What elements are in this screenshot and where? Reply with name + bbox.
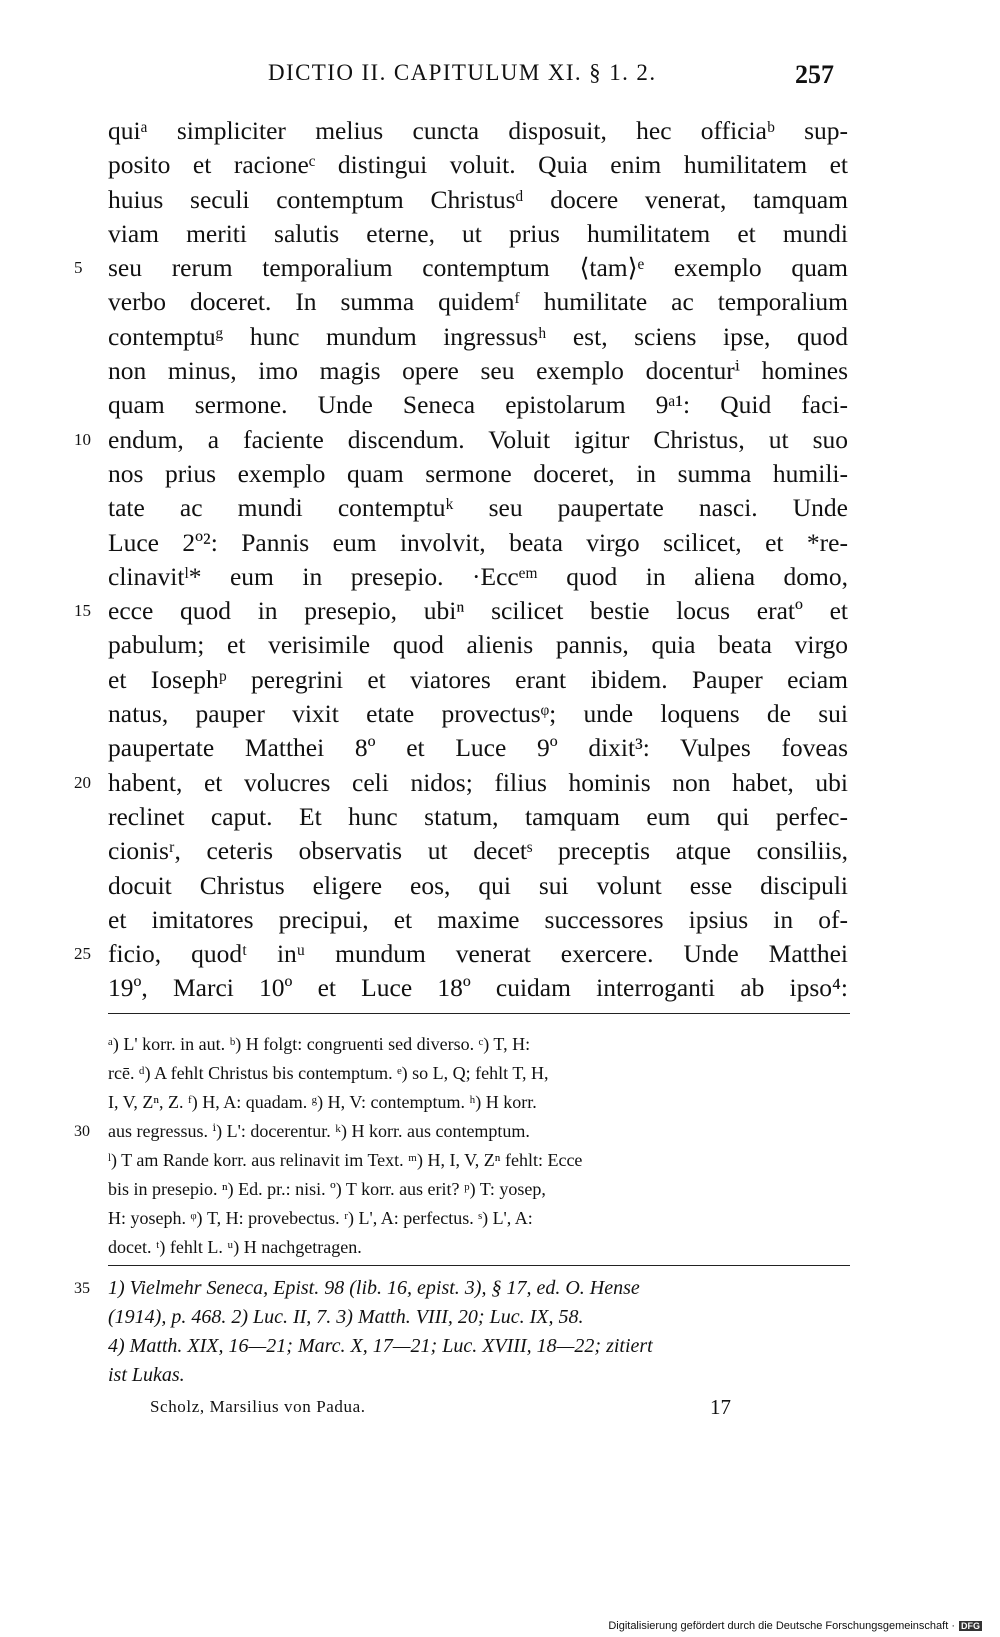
text-line <box>108 320 848 354</box>
running-head-title: DICTIO II. CAPITULUM XI. § 1. 2. <box>268 60 657 85</box>
line-text: quam sermone. Unde Seneca epistolarum 9ᵃ¹: Quid faci- <box>108 390 848 420</box>
text-line <box>108 183 848 217</box>
signature-author-title: Scholz, Marsilius von Padua. <box>150 1397 366 1416</box>
apparatus-line <box>108 1030 848 1059</box>
text-line <box>74 594 848 628</box>
line-text: posito et racioneᶜ distingui voluit. Quia enim humilitatem et <box>108 150 848 180</box>
text-line <box>108 697 848 731</box>
note-text: ist Lukas. <box>108 1364 185 1386</box>
line-text: 19º, Marci 10º et Luce 18º cuidam interroganti ab ipso⁴: <box>108 973 848 1003</box>
line-text: tate ac mundi contemptuᵏ seu paupertate nasci. Unde <box>108 493 848 523</box>
line-text: seu rerum temporalium contemptum ⟨tam⟩ᵉ exemplo quam <box>108 253 848 283</box>
text-line <box>108 971 848 1005</box>
apparatus-line <box>108 1146 848 1175</box>
text-line <box>108 903 848 937</box>
apparatus-text: ᵃ) L' korr. in aut. ᵇ) H folgt: congruenti sed diverso. ᶜ) T, H: <box>108 1034 531 1054</box>
text-line <box>108 663 848 697</box>
line-text: viam meriti salutis eterne, ut prius humilitatem et mundi <box>108 218 848 248</box>
text-line <box>108 285 848 319</box>
line-text: non minus, imo magis opere seu exemplo docenturⁱ homines <box>108 356 848 386</box>
line-number: 30 <box>74 1123 90 1140</box>
line-text: nos prius exemplo quam sermone doceret, in summa humili- <box>108 458 848 488</box>
note-text: 4) Matth. XIX, 16—21; Marc. X, 17—21; Luc. XVIII, 18—22; zitiert <box>108 1335 653 1357</box>
text-line <box>108 560 848 594</box>
text-line <box>108 114 848 148</box>
note-line <box>108 1332 848 1361</box>
line-number: 20 <box>74 772 91 792</box>
text-line <box>74 423 848 457</box>
text-line <box>108 800 848 834</box>
apparatus-line <box>108 1059 848 1088</box>
dfg-logo: DFG <box>961 1621 980 1632</box>
text-line <box>108 354 848 388</box>
note-text: (1914), p. 468. 2) Luc. II, 7. 3) Matth. VIII, 20; Luc. IX, 58. <box>108 1306 584 1328</box>
text-line <box>108 148 848 182</box>
note-line <box>108 1361 848 1390</box>
apparatus-text: bis in presepio. ⁿ) Ed. pr.: nisi. º) T korr. aus erit? ᵖ) T: yosep, <box>108 1179 546 1199</box>
text-line <box>108 217 848 251</box>
digitization-credit <box>608 1620 982 1632</box>
line-text: paupertate Matthei 8º et Luce 9º dixit³: Vulpes foveas <box>108 733 848 763</box>
line-text: natus, pauper vixit etate provectusᵠ; unde loquens de sui <box>108 699 848 729</box>
line-text: verbo doceret. In summa quidemᶠ humilitate ac temporalium <box>108 287 848 317</box>
line-number: 25 <box>74 944 91 964</box>
apparatus-text: ˡ) T am Rande korr. aus relinavit im Text. ᵐ) H, I, V, Zⁿ fehlt: Ecce <box>108 1150 583 1170</box>
printer-signature <box>150 1397 750 1427</box>
apparatus-line <box>108 1204 848 1233</box>
text-line <box>108 869 848 903</box>
source-notes <box>74 1274 848 1390</box>
line-text: habent, et volucres celi nidos; filius hominis non habet, ubi <box>108 767 848 797</box>
line-text: huius seculi contemptum Christusᵈ docere venerat, tamquam <box>108 184 848 214</box>
line-text: pabulum; et verisimile quod alienis pannis, quia beata virgo <box>108 630 848 660</box>
text-line <box>108 388 848 422</box>
line-number: 35 <box>74 1280 90 1297</box>
line-text: ficio, quodᵗ inᵘ mundum venerat exercere. Unde Matthei <box>108 939 848 969</box>
text-line <box>74 251 848 285</box>
text-line <box>108 526 848 560</box>
apparatus-text: I, V, Zⁿ, Z. ᶠ) H, A: quadam. ᵍ) H, V: contemptum. ʰ) H korr. <box>108 1092 537 1112</box>
line-number: 5 <box>74 258 83 278</box>
line-text: Luce 2º²: Pannis eum involvit, beata virgo scilicet, et *re- <box>108 527 848 557</box>
note-line <box>74 1274 848 1303</box>
line-text: et Iosephᵖ peregrini et viatores erant ibidem. Pauper eciam <box>108 664 848 694</box>
note-line <box>108 1303 848 1332</box>
running-head <box>0 56 1000 96</box>
text-line <box>108 628 848 662</box>
text-line <box>108 457 848 491</box>
critical-apparatus <box>74 1030 848 1262</box>
text-line <box>108 731 848 765</box>
line-text: clinavitˡ* eum in presepio. ·Eccᵉᵐ quod in aliena domo, <box>108 561 848 591</box>
apparatus-line <box>108 1233 848 1262</box>
notes-divider <box>108 1265 850 1266</box>
apparatus-text: aus regressus. ⁱ) L': docerentur. ᵏ) H korr. aus contemptum. <box>108 1121 530 1141</box>
line-text: contemptuᵍ hunc mundum ingressusʰ est, sciens ipse, quod <box>108 321 848 351</box>
line-text: reclinet caput. Et hunc statum, tamquam eum qui perfec- <box>108 801 848 831</box>
text-line <box>74 937 848 971</box>
line-text: ecce quod in presepio, ubiⁿ scilicet bestie locus eratº et <box>108 596 848 626</box>
line-text: endum, a faciente discendum. Voluit igitur Christus, ut suo <box>108 424 848 454</box>
apparatus-line <box>108 1088 848 1117</box>
digitization-text: Digitalisierung gefördert durch die Deutsche Forschungsgemeinschaft · <box>608 1620 955 1632</box>
apparatus-text: rcē. ᵈ) A fehlt Christus bis contemptum. ᵉ) so L, Q; fehlt T, H, <box>108 1063 549 1083</box>
text-line <box>74 766 848 800</box>
line-text: cionisʳ, ceteris observatis ut decetˢ preceptis atque consiliis, <box>108 836 848 866</box>
line-text: docuit Christus eligere eos, qui sui volunt esse discipuli <box>108 870 848 900</box>
apparatus-line <box>74 1117 848 1146</box>
apparatus-divider <box>108 1013 850 1014</box>
page-number: 257 <box>795 60 834 89</box>
apparatus-text: docet. ᵗ) fehlt L. ᵘ) H nachgetragen. <box>108 1237 362 1257</box>
note-text: 1) Vielmehr Seneca, Epist. 98 (lib. 16, epist. 3), § 17, ed. O. Hense <box>108 1277 640 1299</box>
line-text: quiᵃ simpliciter melius cuncta disposuit, hec officiaᵇ sup- <box>108 116 848 145</box>
line-number: 10 <box>74 429 91 449</box>
text-line <box>108 834 848 868</box>
apparatus-text: H: yoseph. ᵠ) T, H: provebectus. ʳ) L', A: perfectus. ˢ) L', A: <box>108 1208 533 1228</box>
main-text <box>74 114 848 1006</box>
text-line <box>108 491 848 525</box>
apparatus-line <box>108 1175 848 1204</box>
signature-number: 17 <box>710 1395 731 1419</box>
line-number: 15 <box>74 601 91 621</box>
line-text: et imitatores precipui, et maxime successores ipsius in of- <box>108 904 848 934</box>
